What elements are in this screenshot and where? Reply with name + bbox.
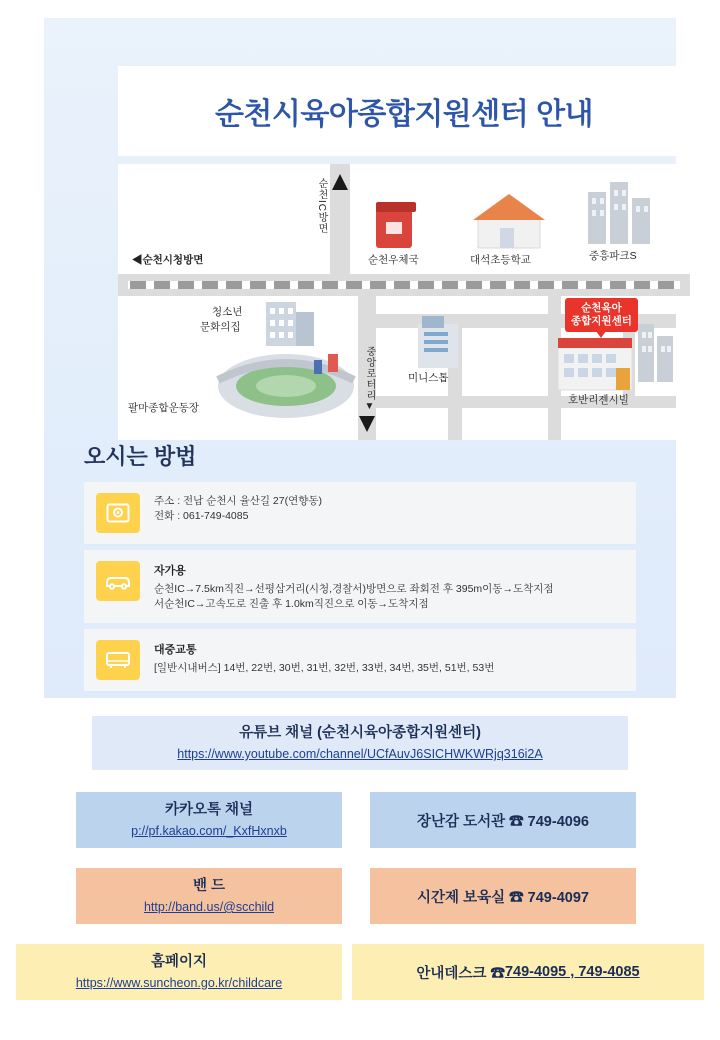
toy-library-box[interactable] [370, 792, 636, 848]
car-icon-glyph [105, 572, 131, 590]
youtube-url[interactable]: https://www.youtube.com/channel/UCfAuvJ6SICHWKWRjq316i2A [177, 747, 543, 761]
map-label-youth-house-1: 청소년 [212, 306, 243, 318]
kakao-link-box[interactable] [76, 792, 342, 848]
map-center-badge [565, 298, 638, 332]
bus-icon [96, 640, 140, 680]
homepage-link-box[interactable] [16, 944, 342, 1000]
band-link-box[interactable] [76, 868, 342, 924]
map-pin-icon-glyph [106, 502, 130, 524]
map-label-elementary-school: 대석초등학교 [470, 254, 531, 266]
youtube-link-box[interactable] [92, 716, 628, 770]
bus-icon-glyph [105, 650, 131, 670]
hourly-care-label: 시간제 보육실 ☎ 749-4097 [417, 889, 589, 906]
homepage-url[interactable]: https://www.suncheon.go.kr/childcare [75, 976, 283, 990]
homepage-title: 홈페이지 [150, 954, 208, 970]
car-line-2: 서순천IC→고속도로 진출 후 1.0km직진으로 이동→도착지점 [154, 598, 429, 610]
info-body-car [154, 561, 624, 612]
band-url[interactable]: http://band.us/@scchild [143, 900, 275, 914]
bus-line-1: [일반시내버스] 14번, 22번, 30번, 31번, 32번, 33번, 34번, 35번, 51번, 53번 [154, 662, 495, 674]
map-label-stadium: 팔마종합운동장 [128, 402, 200, 414]
desk-numbers[interactable]: 749-4095 , 749-4085 [504, 964, 640, 980]
desk-label: 안내데스크 ☎ [416, 965, 505, 982]
map-label-hoban: 호반리젠시빌 [568, 394, 629, 406]
map-label-park-s: 중흥파크S [589, 250, 637, 262]
youtube-title: 유튜브 채널 (순천시육아종합지원센터) [239, 725, 481, 741]
info-row-address [84, 482, 636, 544]
map-label-post-office: 순천우체국 [368, 254, 419, 266]
map-pin-icon [96, 493, 140, 533]
hourly-care-box[interactable] [370, 868, 636, 924]
info-body-address [154, 493, 624, 524]
address-line: 주소 : 전남 순천시 율산길 27(연향동) [154, 495, 323, 507]
map-label-city-hall-direction: ◀순천시청방면 [132, 254, 204, 266]
poster-title-card [118, 66, 690, 156]
center-badge-line1: 순천육아 [581, 302, 622, 314]
map-label-suncheon-ic: 순천IC방면 [316, 178, 327, 234]
map-label-rotary: 중앙로터리▼ [364, 346, 375, 413]
info-body-bus [154, 640, 624, 676]
info-row-bus [84, 629, 636, 691]
car-line-1: 순천IC→7.5km직진→선평삼거리(시청,경찰서)방면으로 좌회전 후 395m이동→도착지점 [154, 583, 554, 595]
toy-library-label: 장난감 도서관 ☎ 749-4096 [417, 813, 589, 830]
info-list [84, 482, 636, 697]
band-title: 밴 드 [192, 878, 226, 894]
map-label-ministop: 미니스톱 [408, 372, 449, 384]
car-title: 자가용 [154, 565, 186, 577]
location-map [118, 164, 690, 440]
center-badge-line2: 종합지원센터 [571, 315, 632, 327]
kakao-title: 카카오톡 채널 [164, 802, 254, 818]
desk-contact-box[interactable] [352, 944, 704, 1000]
map-label-youth-house-2: 문화의집 [200, 321, 241, 333]
info-row-car [84, 550, 636, 623]
car-icon [96, 561, 140, 601]
page-title: 순천시육아종합지원센터 안내 [214, 98, 594, 131]
phone-line: 전화 : 061-749-4085 [154, 510, 249, 522]
poster-panel [44, 18, 676, 698]
bus-title: 대중교통 [154, 644, 197, 656]
howto-heading: 오시는 방법 [84, 444, 197, 469]
kakao-url[interactable]: p://pf.kakao.com/_KxfHxnxb [131, 824, 287, 838]
